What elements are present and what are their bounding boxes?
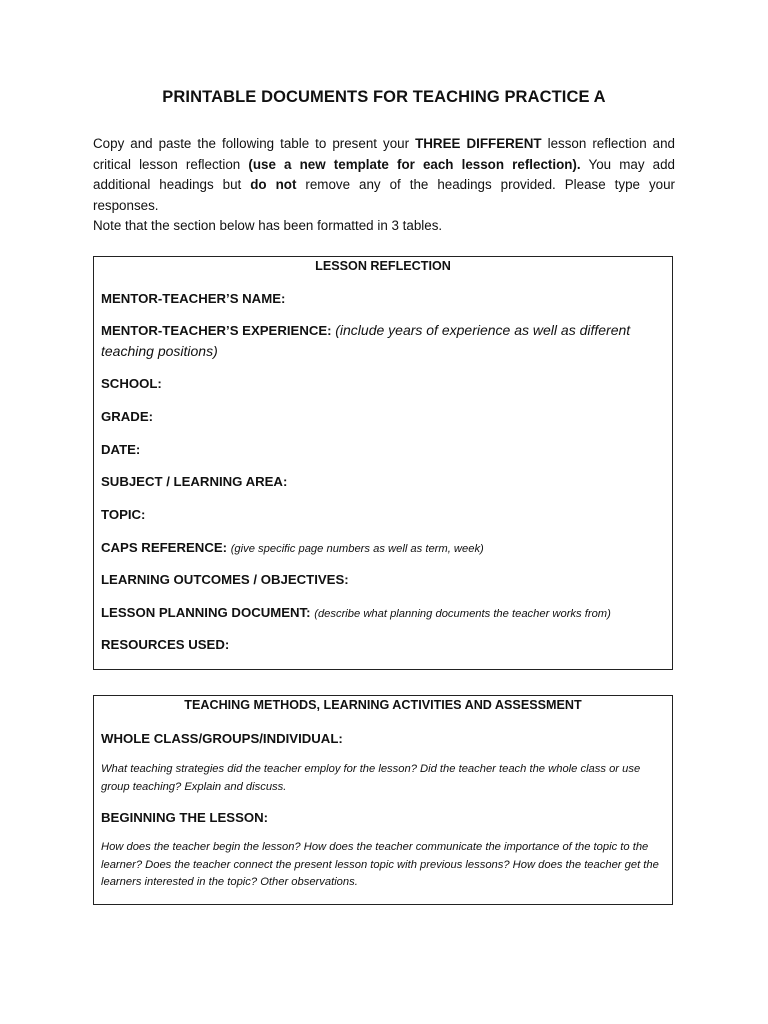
beginning-lesson-field: BEGINNING THE LESSON:	[101, 810, 269, 825]
whole-class-field: WHOLE CLASS/GROUPS/INDIVIDUAL:	[101, 731, 343, 746]
lesson-planning-field	[101, 602, 661, 625]
lesson-planning-label: LESSON PLANNING DOCUMENT:	[101, 605, 311, 620]
intro-paragraph	[93, 134, 675, 216]
intro-text-4: remove any of the headings provided. Please type your responses.	[93, 177, 676, 213]
subject-field: SUBJECT / LEARNING AREA:	[101, 474, 288, 489]
document-title: PRINTABLE DOCUMENTS FOR TEACHING PRACTICE A	[162, 88, 606, 106]
mentor-experience-label: MENTOR-TEACHER’S EXPERIENCE:	[101, 323, 332, 338]
mentor-experience-field	[101, 320, 661, 362]
caps-reference-field	[101, 537, 661, 560]
intro-text-2: lesson reflection and critical lesson reflection	[93, 136, 675, 172]
beginning-lesson-question: How does the teacher begin the lesson? How does the teacher communicate the importance of the topic to the learner? Does the teacher connect the present lesson topic with previous lessons? How does the teacher get the learners interested in the topic? Other observations.	[101, 841, 659, 888]
teaching-methods-title: TEACHING METHODS, LEARNING ACTIVITIES AND ASSESSMENT	[184, 698, 582, 712]
teaching-methods-table	[93, 695, 673, 905]
intro-text-3: You may add additional headings but	[93, 156, 676, 193]
school-field: SCHOOL:	[101, 376, 162, 391]
lesson-reflection-title: LESSON REFLECTION	[315, 259, 451, 273]
caps-reference-label: CAPS REFERENCE:	[101, 540, 228, 555]
intro-note: Note that the section below has been formatted in 3 tables.	[93, 218, 443, 234]
lesson-reflection-table	[93, 256, 673, 670]
caps-reference-note: (give specific page numbers as well as term, week)	[230, 543, 484, 555]
whole-class-question: What teaching strategies did the teacher employ for the lesson? Did the teacher teach the whole class or use group teaching? Explain and discuss.	[101, 763, 641, 793]
intro-bold-2: (use a new template for each lesson reflection).	[248, 156, 581, 172]
intro-text-1: Copy and paste the following table to present your	[93, 136, 416, 151]
resources-field: RESOURCES USED:	[101, 637, 230, 652]
lesson-planning-note: (describe what planning documents the teacher works from)	[314, 608, 611, 620]
intro-bold-1: THREE DIFFERENT	[415, 136, 542, 151]
topic-field: TOPIC:	[101, 507, 146, 522]
mentor-experience-note: (include years of experience as well as different teaching positions)	[101, 322, 631, 359]
grade-field: GRADE:	[101, 409, 154, 424]
intro-bold-3: do not	[250, 177, 297, 193]
learning-outcomes-field: LEARNING OUTCOMES / OBJECTIVES:	[101, 572, 349, 587]
mentor-name-field: MENTOR-TEACHER’S NAME:	[101, 291, 286, 306]
date-field: DATE:	[101, 442, 141, 457]
intro-text	[93, 134, 675, 237]
